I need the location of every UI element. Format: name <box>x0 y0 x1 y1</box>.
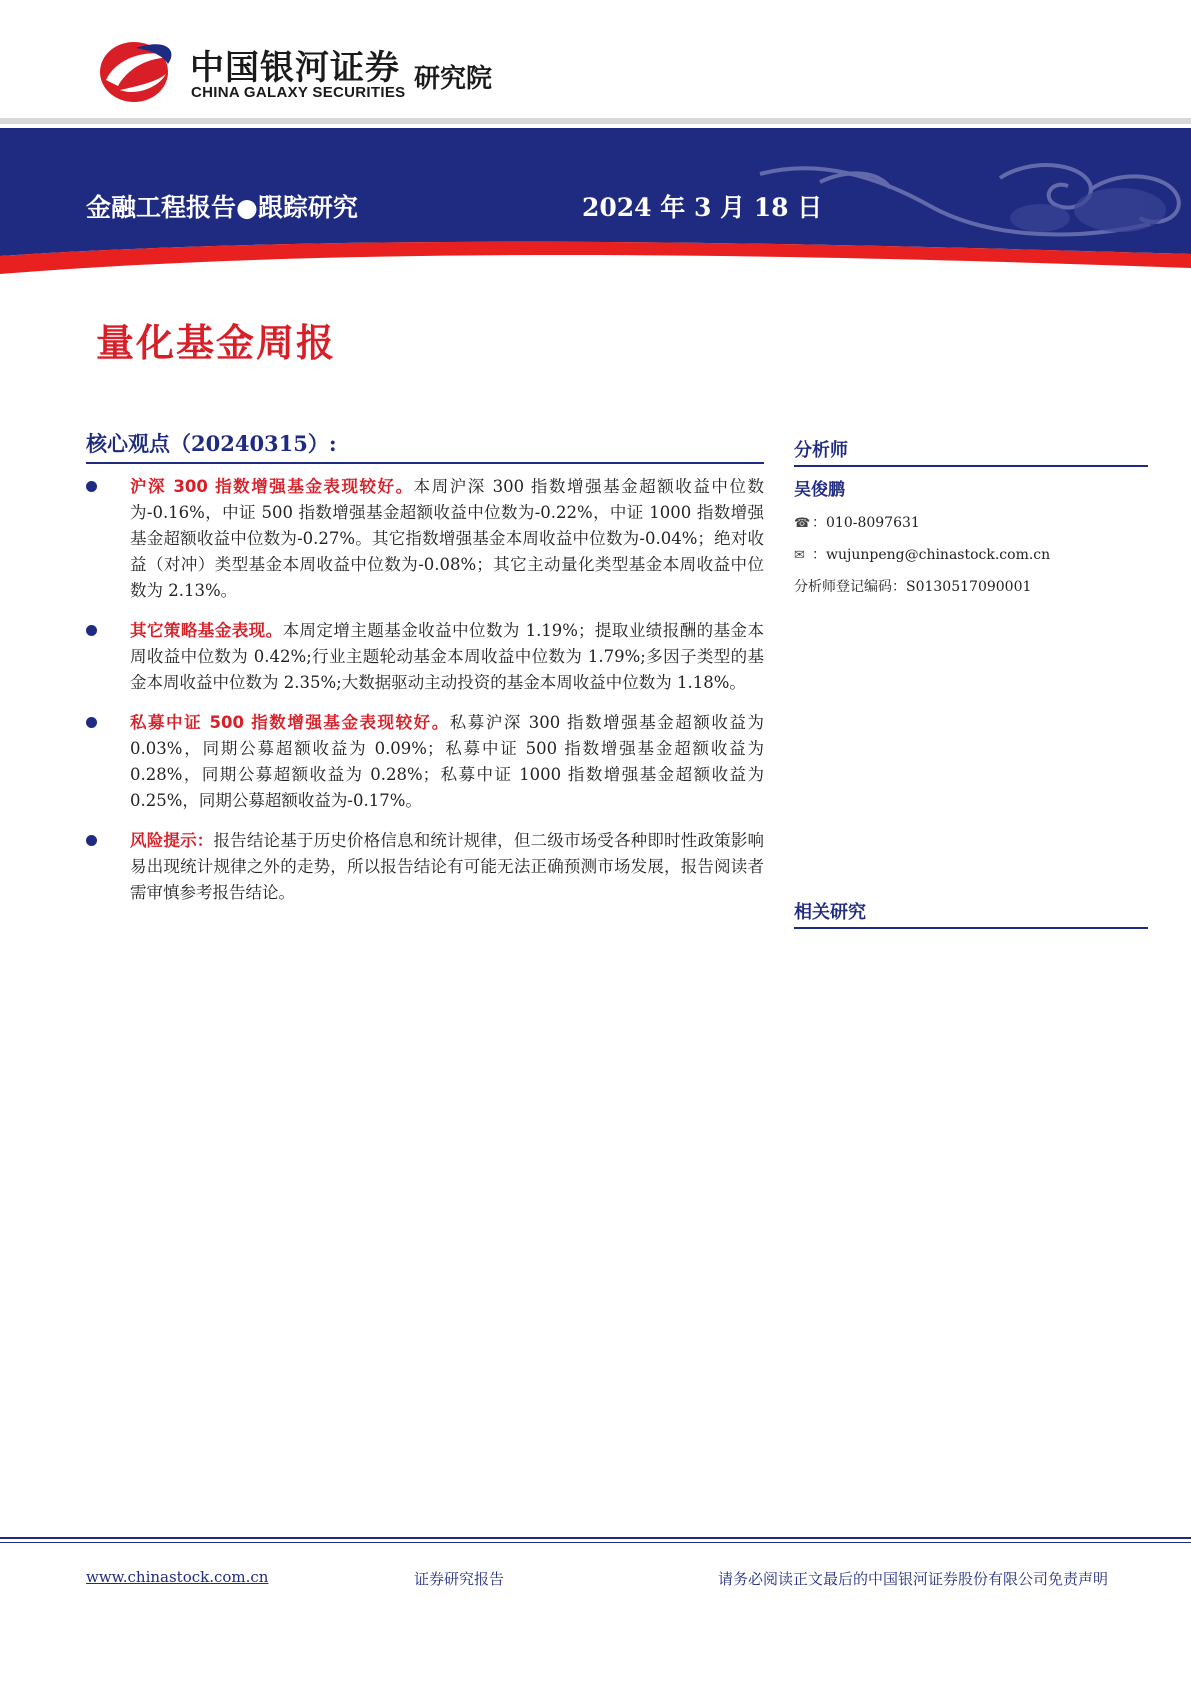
viewpoint-highlight: 其它策略基金表现。 <box>130 621 283 640</box>
bullet-dot-icon <box>86 835 97 846</box>
viewpoint-text: 私募沪深 300 指数增强基金超额收益为 0.03%，同期公募超额收益为 0.09%；私募中证 500 指数增强基金超额收益为 0.28%，同期公募超额收益为 0.28%；私募中证 1000 指数增强基金超额收益为 0.25%，同期公募超额收益为-0.17%。 <box>130 713 764 810</box>
viewpoint-paragraph <box>130 618 764 696</box>
analyst-panel <box>794 436 1148 596</box>
analyst-registration: 分析师登记编码：S0130517090001 <box>794 579 1032 595</box>
analyst-heading: 分析师 <box>794 436 1148 467</box>
viewpoint-text: 本周定增主题基金收益中位数为 1.19%；提取业绩报酬的基金本周收益中位数为 0.42%;行业主题轮动基金本周收益中位数为 1.79%;多因子类型的基金本周收益中位数为 2.35%;大数据驱动主动投资的基金本周收益中位数为 1.18%。 <box>130 621 764 692</box>
viewpoint-highlight: 沪深 300 指数增强基金表现较好。 <box>130 477 414 496</box>
analyst-email-address[interactable]: ：wujunpeng@chinastock.com.cn <box>812 547 1051 563</box>
viewpoint-paragraph <box>130 474 764 604</box>
analyst-phone <box>794 512 1148 532</box>
core-viewpoints-heading: 核心观点（20240315）: <box>86 428 764 464</box>
viewpoint-highlight: 风险提示： <box>130 831 214 850</box>
company-logo <box>96 34 556 114</box>
viewpoint-item <box>86 474 764 604</box>
viewpoint-item <box>86 710 764 814</box>
phone-icon: ☎ <box>794 516 811 531</box>
footer-divider-thin <box>0 1542 1191 1543</box>
viewpoint-item <box>86 828 764 906</box>
viewpoint-item <box>86 618 764 696</box>
footer-disclaimer: 请务必阅读正文最后的中国银河证券股份有限公司免责声明 <box>718 1570 1109 1588</box>
report-date: 2024 年 3 月 18 日 <box>582 193 823 222</box>
analyst-phone-number: ：010-8097631 <box>812 515 920 531</box>
analyst-name: 吴俊鹏 <box>794 480 845 500</box>
related-research-panel <box>794 898 1148 929</box>
mail-icon: ✉ <box>794 548 805 563</box>
viewpoint-highlight: 私募中证 500 指数增强基金表现较好。 <box>130 713 450 732</box>
viewpoint-text: 本周沪深 300 指数增强基金超额收益中位数为-0.16%，中证 500 指数增强基金超额收益中位数为-0.22%，中证 1000 指数增强基金超额收益中位数为-0.27%。其它指数增强基金本周收益中位数为-0.04%；绝对收益（对冲）类型基金本周收益中位数为-0.08%；其它主动量化类型基金本周收益中位数为 2.13%。 <box>130 477 765 600</box>
logo-institute: 研究院 <box>414 64 493 94</box>
footer-report-type: 证券研究报告 <box>414 1570 505 1588</box>
viewpoint-text: 报告结论基于历史价格信息和统计规律，但二级市场受各种即时性政策影响易出现统计规律之外的走势，所以报告结论有可能无法正确预测市场发展，报告阅读者需审慎参考报告结论。 <box>130 831 765 902</box>
logo-english-name: CHINA GALAXY SECURITIES <box>191 84 406 101</box>
report-category: 金融工程报告●跟踪研究 <box>86 193 358 222</box>
viewpoint-paragraph <box>130 710 764 814</box>
core-viewpoints-list <box>86 474 764 920</box>
logo-chinese-name: 中国银河证券 <box>190 48 400 88</box>
footer-divider <box>0 1537 1191 1539</box>
bullet-dot-icon <box>86 717 97 728</box>
report-title: 量化基金周报 <box>96 321 337 365</box>
analyst-email <box>794 544 1148 564</box>
viewpoint-paragraph <box>130 828 764 906</box>
related-research-heading: 相关研究 <box>794 898 1148 929</box>
bullet-dot-icon <box>86 625 97 636</box>
footer-website-link[interactable]: www.chinastock.com.cn <box>86 1568 269 1586</box>
bullet-dot-icon <box>86 481 97 492</box>
galaxy-logo-icon <box>96 34 178 106</box>
